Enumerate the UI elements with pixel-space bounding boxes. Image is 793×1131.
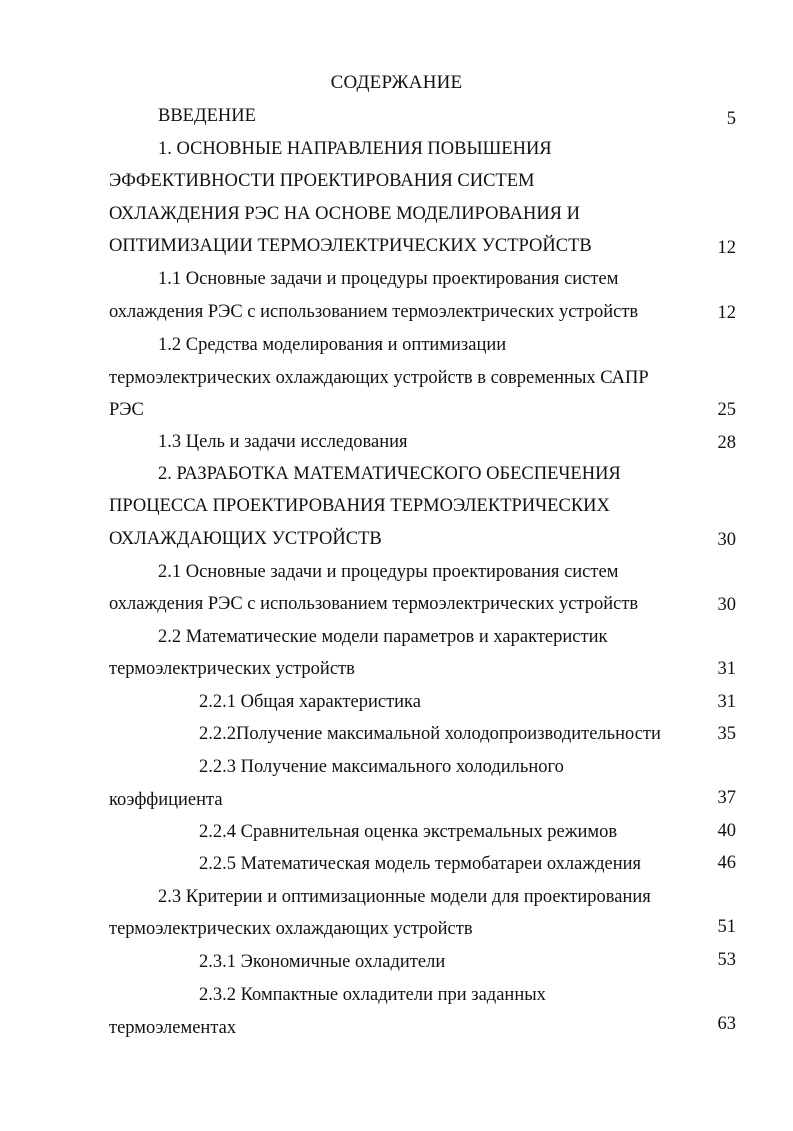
toc-line: ОХЛАЖДАЮЩИХ УСТРОЙСТВ <box>109 529 382 549</box>
toc-line: 2.3 Критерии и оптимизационные модели для проектирования <box>158 887 651 907</box>
toc-line: термоэлементах <box>109 1018 237 1038</box>
toc-line: термоэлектрических охлаждающих устройств <box>109 919 473 939</box>
toc-line: 1. ОСНОВНЫЕ НАПРАВЛЕНИЯ ПОВЫШЕНИЯ <box>158 139 552 159</box>
page-number: 46 <box>717 853 736 873</box>
toc-line: 1.3 Цель и задачи исследования <box>158 432 408 452</box>
toc-line: 2.1 Основные задачи и процедуры проектирования систем <box>158 562 619 582</box>
toc-line: 2. РАЗРАБОТКА МАТЕМАТИЧЕСКОГО ОБЕСПЕЧЕНИЯ <box>158 464 621 484</box>
page-number: 30 <box>717 595 736 615</box>
page-number: 12 <box>717 238 736 258</box>
page-number: 28 <box>717 433 736 453</box>
page-number: 63 <box>717 1014 736 1034</box>
toc-line: охлаждения РЭС с использованием термоэлектрических устройств <box>109 594 639 614</box>
page-number: 30 <box>717 530 736 550</box>
page-title: СОДЕРЖАНИЕ <box>330 72 463 93</box>
page-number: 37 <box>717 788 736 808</box>
toc-line: ВВЕДЕНИЕ <box>158 106 256 126</box>
toc-line: 1.1 Основные задачи и процедуры проектирования систем <box>158 269 619 289</box>
toc-line: 1.2 Средства моделирования и оптимизации <box>158 335 507 355</box>
toc-line: ЭФФЕКТИВНОСТИ ПРОЕКТИРОВАНИЯ СИСТЕМ <box>109 171 535 191</box>
page-number: 53 <box>717 950 736 970</box>
page-number: 31 <box>717 692 736 712</box>
toc-line: ОПТИМИЗАЦИИ ТЕРМОЭЛЕКТРИЧЕСКИХ УСТРОЙСТВ <box>109 236 592 256</box>
toc-line: 2.2.5 Математическая модель термобатареи охлаждения <box>199 854 642 874</box>
toc-line: 2.2.2Получение максимальной холодопроизводительности <box>199 724 661 744</box>
page-number: 31 <box>717 659 736 679</box>
toc-line: коэффициента <box>109 790 223 810</box>
toc-line: термоэлектрических охлаждающих устройств в современных САПР <box>109 368 649 388</box>
page-number: 25 <box>717 400 736 420</box>
toc-line: РЭС <box>109 400 144 420</box>
toc-line: 2.3.2 Компактные охладители при заданных <box>199 985 546 1005</box>
page-number: 5 <box>726 109 736 129</box>
toc-line: 2.3.1 Экономичные охладители <box>199 952 446 972</box>
page-number: 51 <box>717 917 736 937</box>
page-number: 12 <box>717 303 736 323</box>
toc-line: ОХЛАЖДЕНИЯ РЭС НА ОСНОВЕ МОДЕЛИРОВАНИЯ И <box>109 204 581 224</box>
toc-line: 2.2.4 Сравнительная оценка экстремальных режимов <box>199 822 618 842</box>
toc-line: термоэлектрических устройств <box>109 659 355 679</box>
toc-line: охлаждения РЭС с использованием термоэлектрических устройств <box>109 302 639 322</box>
toc-line: 2.2.3 Получение максимального холодильного <box>199 757 564 777</box>
page-number: 40 <box>717 821 736 841</box>
toc-line: 2.2 Математические модели параметров и характеристик <box>158 627 608 647</box>
toc-line: 2.2.1 Общая характеристика <box>199 692 421 712</box>
toc-line: ПРОЦЕССА ПРОЕКТИРОВАНИЯ ТЕРМОЭЛЕКТРИЧЕСКИХ <box>109 496 610 516</box>
page-number: 35 <box>717 724 736 744</box>
